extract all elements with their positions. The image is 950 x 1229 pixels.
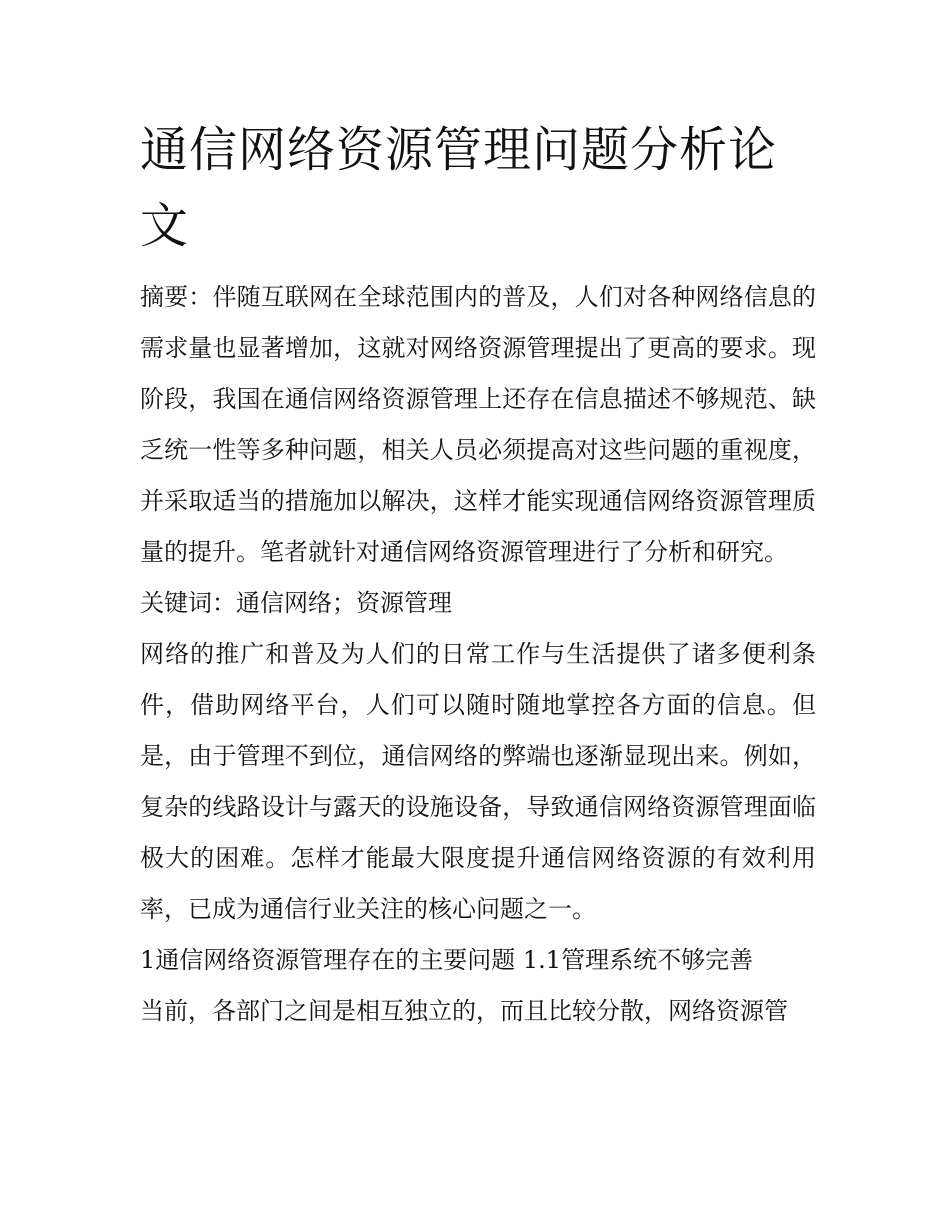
body-paragraph: 当前，各部门之间是相互独立的，而且比较分散，网络资源管 [140,997,788,1025]
document-title: 通信网络资源管理问题分析论文 [140,122,778,254]
abstract-paragraph: 摘要：伴随互联网在全球范围内的普及，人们对各种网络信息的需求量也显著增加，这就对网络资源管理提出了更高的要求。现阶段，我国在通信网络资源管理上还存在信息描述不够规范、缺乏统一性等多种问题，相关人员必须提高对这些问题的重视度，并采取适当的措施加以解决，这样才能实现通信网络资源管理质量的提升。笔者就针对通信网络资源管理进行了分析和研究。 [140,283,816,566]
intro-paragraph: 网络的推广和普及为人们的日常工作与生活提供了诸多便利条件，借助网络平台，人们可以随时随地掌控各方面的信息。但是，由于管理不到位，通信网络的弊端也逐渐显现出来。例如，复杂的线路设计与露天的设施设备，导致通信网络资源管理面临极大的困难。怎样才能最大限度提升通信网络资源的有效利用率，已成为通信行业关注的核心问题之一。 [140,640,816,923]
keywords-line: 关键词：通信网络；资源管理 [140,589,452,617]
document-page [140,112,816,1037]
section-heading: 1通信网络资源管理存在的主要问题 1.1管理系统不够完善 [140,946,754,974]
